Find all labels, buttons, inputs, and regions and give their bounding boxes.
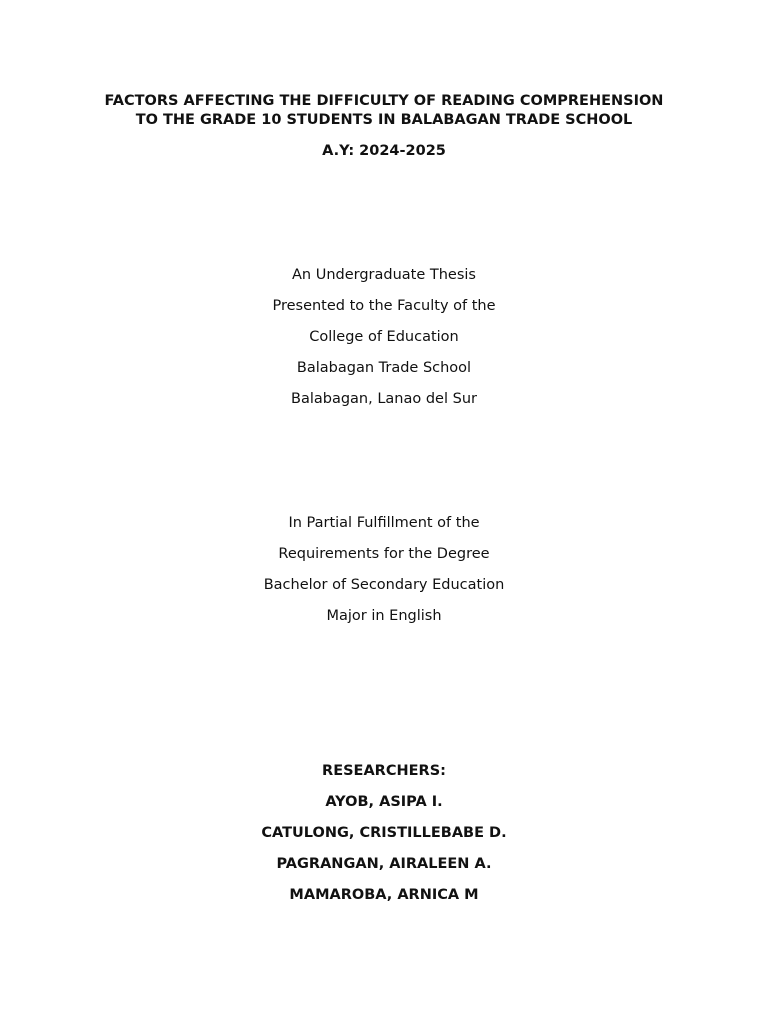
academic-year: A.Y: 2024-2025 — [322, 143, 446, 159]
fulfillment-line-2: Requirements for the Degree — [278, 546, 490, 562]
researcher-name: PAGRANGAN, AIRALEEN A. — [276, 856, 492, 872]
researcher-name: CATULONG, CRISTILLEBABE D. — [261, 825, 507, 841]
fulfillment-line-3: Bachelor of Secondary Education — [263, 577, 505, 593]
presentation-line-5: Balabagan, Lanao del Sur — [291, 391, 477, 407]
thesis-title-line-1: FACTORS AFFECTING THE DIFFICULTY OF READING COMPREHENSION — [104, 93, 664, 109]
thesis-title-line-2: TO THE GRADE 10 STUDENTS IN BALABAGAN TRADE SCHOOL — [135, 112, 633, 128]
researcher-name: MAMAROBA, ARNICA M — [289, 887, 479, 903]
fulfillment-line-1: In Partial Fulfillment of the — [288, 515, 480, 531]
presentation-line-4: Balabagan Trade School — [296, 360, 472, 376]
presentation-line-2: Presented to the Faculty of the — [272, 298, 496, 314]
presentation-line-1: An Undergraduate Thesis — [291, 267, 476, 283]
researchers-heading: RESEARCHERS: — [322, 763, 446, 779]
researcher-name: AYOB, ASIPA I. — [325, 794, 443, 810]
fulfillment-line-4: Major in English — [326, 608, 442, 624]
presentation-line-3: College of Education — [309, 329, 459, 345]
